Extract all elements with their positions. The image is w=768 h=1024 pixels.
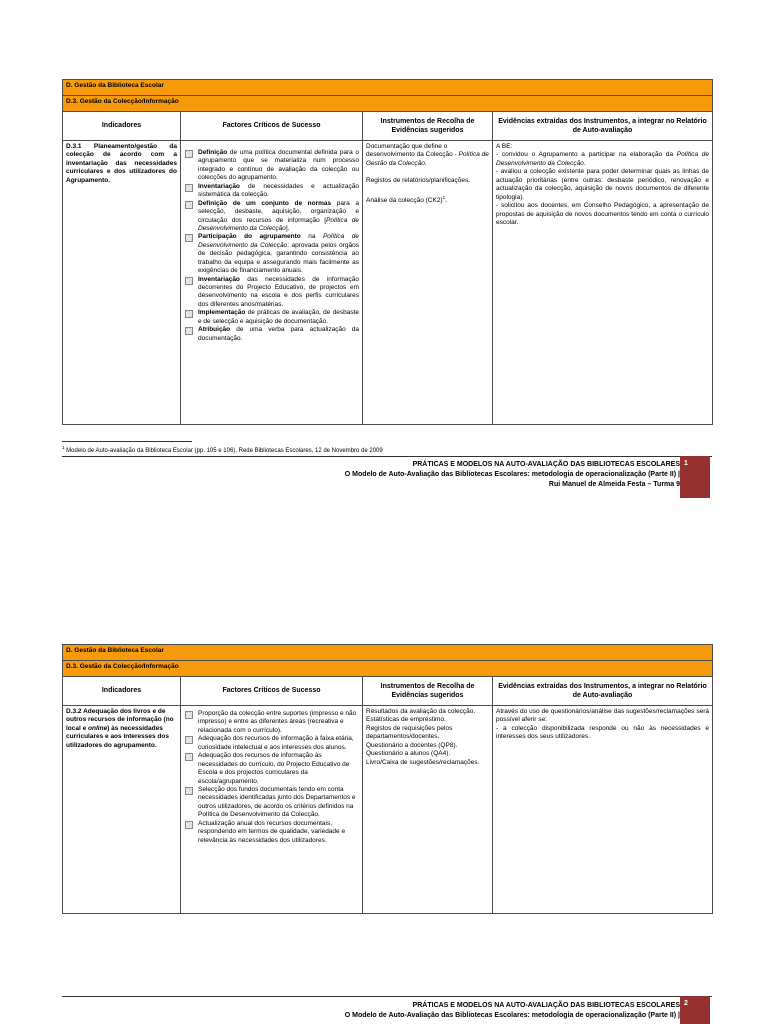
col-header-instruments: Instrumentos de Recolha de Evidências sugeridos	[363, 677, 493, 706]
col-header-indicators: Indicadores	[63, 112, 181, 141]
section-title: D. Gestão da Biblioteca Escolar	[63, 645, 713, 661]
evidence-item: - solicitou aos docentes, em Conselho Pedagógico, a apresentação de propostas de aquisição de novos documentos tendo em conta o currículo escolar.	[496, 202, 710, 226]
list-item: Atribuição de uma verba para actualização da documentação.	[184, 326, 359, 343]
instrument-item: Resultados da avaliação da colecção.	[366, 708, 476, 715]
checkbox-bullet-icon	[185, 753, 193, 761]
list-item: Definição de uma política documental definida para o agrupamento que se materializa num processo integrado e contínuo de avaliação da colecção ou colecções do agrupamento.	[184, 149, 359, 183]
factors-cell	[181, 706, 363, 914]
factors-list	[184, 149, 359, 343]
instrument-item: Registos de relatórios/planificações.	[366, 177, 471, 185]
criteria-table-1	[62, 79, 713, 425]
checkbox-bullet-icon	[185, 821, 193, 829]
col-header-instruments: Instrumentos de Recolha de Evidências sugeridos	[363, 112, 493, 141]
list-item: Proporção da colecção entre suportes (impresso e não impresso) e entre as diferentes áreas (recreativa e relacionada com o currículo).	[184, 710, 359, 735]
subsection-title: D.3. Gestão da Colecção/Informação	[63, 661, 713, 677]
page-number-badge: 2	[680, 996, 710, 1024]
list-item: Definição de um conjunto de normas para a selecção, desbaste, aquisição, organização e circulação dos recursos de informação [Política de Desenvolvimento da Colecção].	[184, 200, 359, 234]
instrument-item: Livro/Caixa de sugestões/reclamações.	[366, 758, 480, 766]
indicator-cell: D.3.1 Planeamento/gestão da colecção de acordo com a inventariação das necessidades curriculares e dos utilizadores do Agrupamento.	[63, 141, 181, 425]
instrument-item: Registos de requisições pelos departamentos/docentes.	[366, 724, 453, 741]
footer-subtitle: O Modelo de Auto-Avaliação das Bibliotecas Escolares: metodologia de operacionalização (Parte II) |	[344, 1011, 680, 1019]
criteria-table-2	[62, 644, 713, 914]
instrument-item: Estatísticas de empréstimo.	[366, 716, 446, 724]
list-item: Selecção dos fundos documentais tendo em conta necessidades identificadas junto dos Departamentos e outros utilizadores, de acordo os critérios definidos na Política de Desenvolvimento da Colecção.	[184, 786, 359, 820]
page-2	[0, 512, 768, 1024]
subsection-title: D.3. Gestão da Colecção/Informação	[63, 96, 713, 112]
list-item: Participação do agrupamento na Política de Desenvolvimento da Colecção: aprovada pelos órgãos de decisão pedagógica, garantindo consistência ao trabalho da equipa e assegurando mais facilmente as exigências de financiamento anuais.	[184, 233, 359, 275]
instruments-cell	[363, 141, 493, 425]
list-item: Actualização anual dos recursos documentais, respondendo em termos de qualidade, variedade e relevância às necessidades dos utilizadores.	[184, 820, 359, 845]
page-number-badge: 1	[680, 456, 710, 498]
footer-subtitle: O Modelo de Auto-Avaliação das Bibliotecas Escolares: metodologia de operacionalização (Parte II) |	[344, 470, 680, 478]
instrument-item: Documentação que define o desenvolvimento da Colecção - Política de Gestão da Colecção.	[366, 143, 489, 167]
checkbox-bullet-icon	[185, 787, 193, 795]
checkbox-bullet-icon	[185, 234, 193, 242]
col-header-factors: Factores Críticos de Sucesso	[181, 112, 363, 141]
evidence-item: - convidou o Agrupamento a participar na elaboração da Política de Desenvolvimento da Colecção.	[496, 151, 710, 167]
instruments-cell	[363, 706, 493, 914]
instrument-item: Questionário a alunos (QA4).	[366, 750, 451, 758]
checkbox-bullet-icon	[185, 310, 193, 318]
list-item: Inventariação das necessidades de informação decorrentes do Projecto Educativo, de projectos em desenvolvimento na escola e dos perfis curriculares dos diferentes anos/matérias.	[184, 276, 359, 310]
footer-text	[345, 460, 680, 489]
footer-author: Rui Manuel de Almeida Festa – Turma 9	[548, 480, 680, 488]
list-item: Inventariação de necessidades e actualização sistemática da colecção.	[184, 183, 359, 200]
indicator-cell: D.3.2 Adequação dos livros e de outros recursos de informação (no local e online) às necessidades curriculares e aos interesses dos utilizadores do agrupamento.	[63, 706, 181, 914]
list-item: Adequação dos recursos de informação às necessidades do currículo, do Projecto Educativo de Escola e dos projectos curriculares da escola/agrupamento.	[184, 752, 359, 786]
checkbox-bullet-icon	[185, 201, 193, 209]
col-header-evidence: Evidências extraídas dos Instrumentos, a integrar no Relatório de Auto-avaliação	[493, 677, 713, 706]
footer-text	[345, 1001, 680, 1021]
list-item: Adequação dos recursos de informação à faixa etária, curiosidade intelectual e aos interesses dos alunos.	[184, 735, 359, 752]
instrument-item: Questionário a docentes (QP8).	[366, 741, 458, 749]
footnote: $^1$ Modelo de Auto-avaliação da Biblioteca Escolar (pp. 105 e 106), Rede Bibliotecas Escolares, 12 de Novembro de 2009	[62, 445, 383, 454]
checkbox-bullet-icon	[185, 327, 193, 335]
list-item: Implementação de práticas de avaliação, de desbaste e de selecção e aquisição de documentação.	[184, 309, 359, 326]
factors-cell	[181, 141, 363, 425]
checkbox-bullet-icon	[185, 150, 193, 158]
checkbox-bullet-icon	[185, 736, 193, 744]
col-header-evidence: Evidências extraídas dos Instrumentos, a integrar no Relatório de Auto-avaliação	[493, 112, 713, 141]
evidence-cell	[493, 141, 713, 425]
footer-rule	[62, 996, 712, 997]
checkbox-bullet-icon	[185, 184, 193, 192]
footer-course-title: PRÁTICAS E MODELOS NA AUTO-AVALIAÇÃO DAS BIBLIOTECAS ESCOLARES	[412, 461, 680, 468]
instrument-item: Análise da colecção $(CK2)^1$.	[366, 194, 447, 204]
checkbox-bullet-icon	[185, 277, 193, 285]
col-header-indicators: Indicadores	[63, 677, 181, 706]
evidence-item: - a colecção disponibilizada responde ou não às necessidades e interesses dos seus utilizadores.	[496, 724, 710, 741]
evidence-item: - avaliou a colecção existente para poder determinar quais as linhas de actuação prioritárias (entre outras: desbaste periódico, renovação e actualização da colecção, aquisição de novos documentos de diferente tipologia).	[496, 168, 710, 201]
footer-rule	[62, 456, 712, 457]
evidence-head: A BE:	[496, 143, 513, 150]
section-title: D. Gestão da Biblioteca Escolar	[63, 80, 713, 96]
footnote-rule	[62, 441, 192, 442]
factors-list	[184, 710, 359, 845]
col-header-factors: Factores Críticos de Sucesso	[181, 677, 363, 706]
checkbox-bullet-icon	[185, 711, 193, 719]
evidence-cell	[493, 706, 713, 914]
evidence-item: Através do uso de questionários/análise das sugestões/reclamações será possível aferir se:	[496, 708, 710, 724]
footer-course-title: PRÁTICAS E MODELOS NA AUTO-AVALIAÇÃO DAS BIBLIOTECAS ESCOLARES	[412, 1002, 680, 1009]
